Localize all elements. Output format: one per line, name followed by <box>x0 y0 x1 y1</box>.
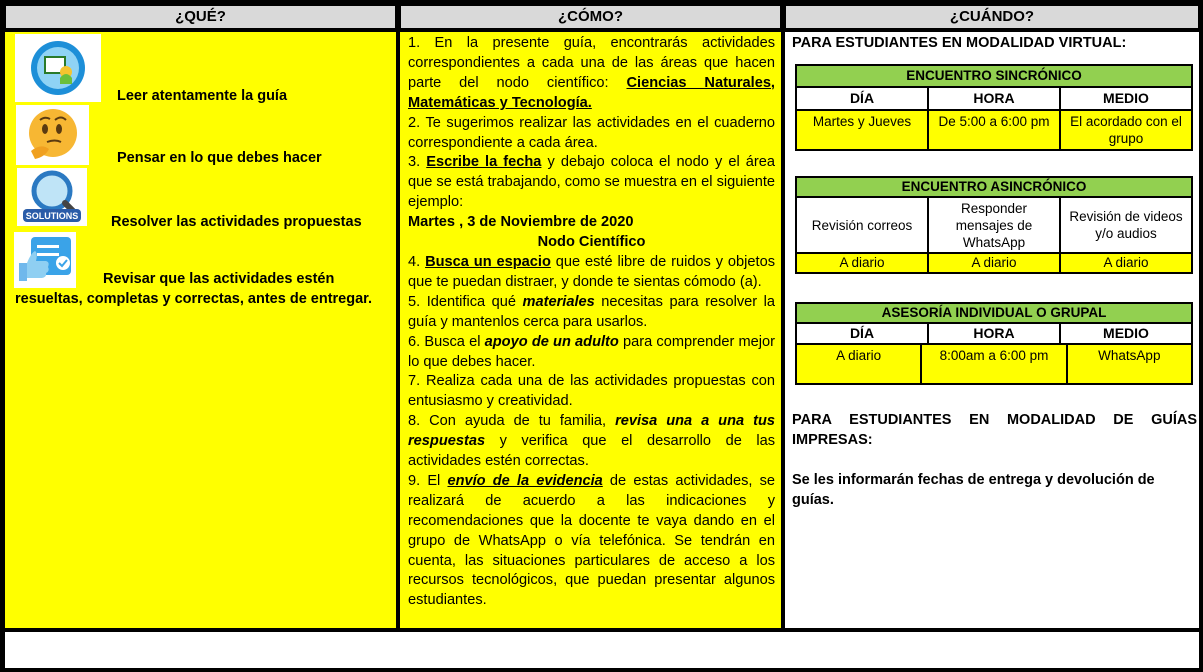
svg-text:SOLUTIONS: SOLUTIONS <box>25 211 79 221</box>
cell-value: A diario <box>929 254 1061 272</box>
sync-title: ENCUENTRO SINCRÓNICO <box>797 66 1191 88</box>
que-column <box>5 32 396 628</box>
step-7: 7. Realiza cada una de las actividades propuestas con entusiasmo y creatividad. <box>408 373 775 410</box>
cell-value: WhatsApp <box>1068 345 1191 383</box>
footer-empty-row <box>5 632 1199 668</box>
magnifier-solutions-icon <box>17 168 87 226</box>
printed-heading: PARA ESTUDIANTES EN MODALIDAD DE GUÍAS IMPRESAS: <box>792 412 1197 448</box>
col-header: MEDIO <box>1061 88 1191 111</box>
step-8: 8. Con ayuda de tu familia, revisa una a una tus respuestas y verifica que el desarrollo de las actividades estén correctas. <box>408 413 775 470</box>
advice-title: ASESORÍA INDIVIDUAL O GRUPAL <box>797 304 1191 324</box>
cell-value: De 5:00 a 6:00 pm <box>929 111 1061 149</box>
cell-value: El acordado con el grupo <box>1061 111 1191 149</box>
header-como: ¿CÓMO? <box>400 5 781 29</box>
col-header: HORA <box>929 324 1061 345</box>
async-table <box>795 176 1193 274</box>
advice-table <box>795 302 1193 385</box>
que-item-label: Leer atentamente la guía <box>117 88 288 104</box>
async-title: ENCUENTRO ASINCRÓNICO <box>797 178 1191 198</box>
step-3: 3. Escribe la fecha y debajo coloca el nodo y el área que se está trabajando, como se muestra en el siguiente ejemplo: <box>408 154 775 211</box>
step-6: 6. Busca el apoyo de un adulto para comprender mejor lo que debes hacer. <box>408 333 775 370</box>
header-que: ¿QUÉ? <box>5 5 396 29</box>
printed-note: Se les informarán fechas de entrega y devolución de guías. <box>792 472 1155 508</box>
step-2: 2. Te sugerimos realizar las actividades en el cuaderno correspondiente a cada área. <box>408 114 775 151</box>
col-header: MEDIO <box>1061 324 1191 345</box>
thinking-face-icon <box>16 105 89 165</box>
cuando-column <box>785 32 1199 628</box>
example-date: Martes , 3 de Noviembre de 2020 <box>408 214 634 231</box>
cell-value: A diario <box>797 254 929 272</box>
step-9: 9. El envío de la evidencia de estas actividades, se realizará de acuerdo a las indicaciones y recomendaciones que la docente te vaya dando en el grupo de WhatsApp o vía telefónica. Se tendrán en cuenta, las situaciones particulares de acceso a los recursos tecnológicos, que puedan presentar algunos estudiantes. <box>408 472 775 609</box>
que-item-label: Resolver las actividades propuestas <box>111 214 362 230</box>
cell-item: Revisión correos <box>797 198 929 254</box>
col-header: DÍA <box>797 88 929 111</box>
step-1: 1. En la presente guía, encontrarás actividades correspondientes a cada una de las áreas que hacen parte del nodo científico: Ciencias Naturales, Matemáticas y Tecnología. <box>408 35 775 111</box>
como-column <box>400 32 781 628</box>
que-item-label: Revisar que las actividades estén resueltas, completas y correctas, antes de entregar. <box>15 271 373 307</box>
step-4: 4. Busca un espacio que esté libre de ruidos y objetos que te puedan distraer, y donde te sientas cómodo (a). <box>408 253 775 290</box>
sync-table <box>795 64 1193 151</box>
browser-globe-icon <box>15 34 101 102</box>
cell-value: A diario <box>1061 254 1191 272</box>
que-item-label: Pensar en lo que debes hacer <box>117 150 322 166</box>
cell-item: Responder mensajes de WhatsApp <box>929 198 1061 254</box>
cell-value: Martes y Jueves <box>797 111 929 149</box>
col-header: HORA <box>929 88 1061 111</box>
col-header: DÍA <box>797 324 929 345</box>
header-cuando: ¿CUÁNDO? <box>785 5 1199 29</box>
cell-value: 8:00am a 6:00 pm <box>922 345 1067 383</box>
example-node: Nodo Científico <box>537 234 646 251</box>
step-5: 5. Identifica qué materiales necesitas para resolver la guía y mantenlos cerca para usarlos. <box>408 293 775 330</box>
virtual-heading: PARA ESTUDIANTES EN MODALIDAD VIRTUAL: <box>792 35 1127 51</box>
cell-item: Revisión de videos y/o audios <box>1061 198 1191 254</box>
cell-value: A diario <box>797 345 922 383</box>
